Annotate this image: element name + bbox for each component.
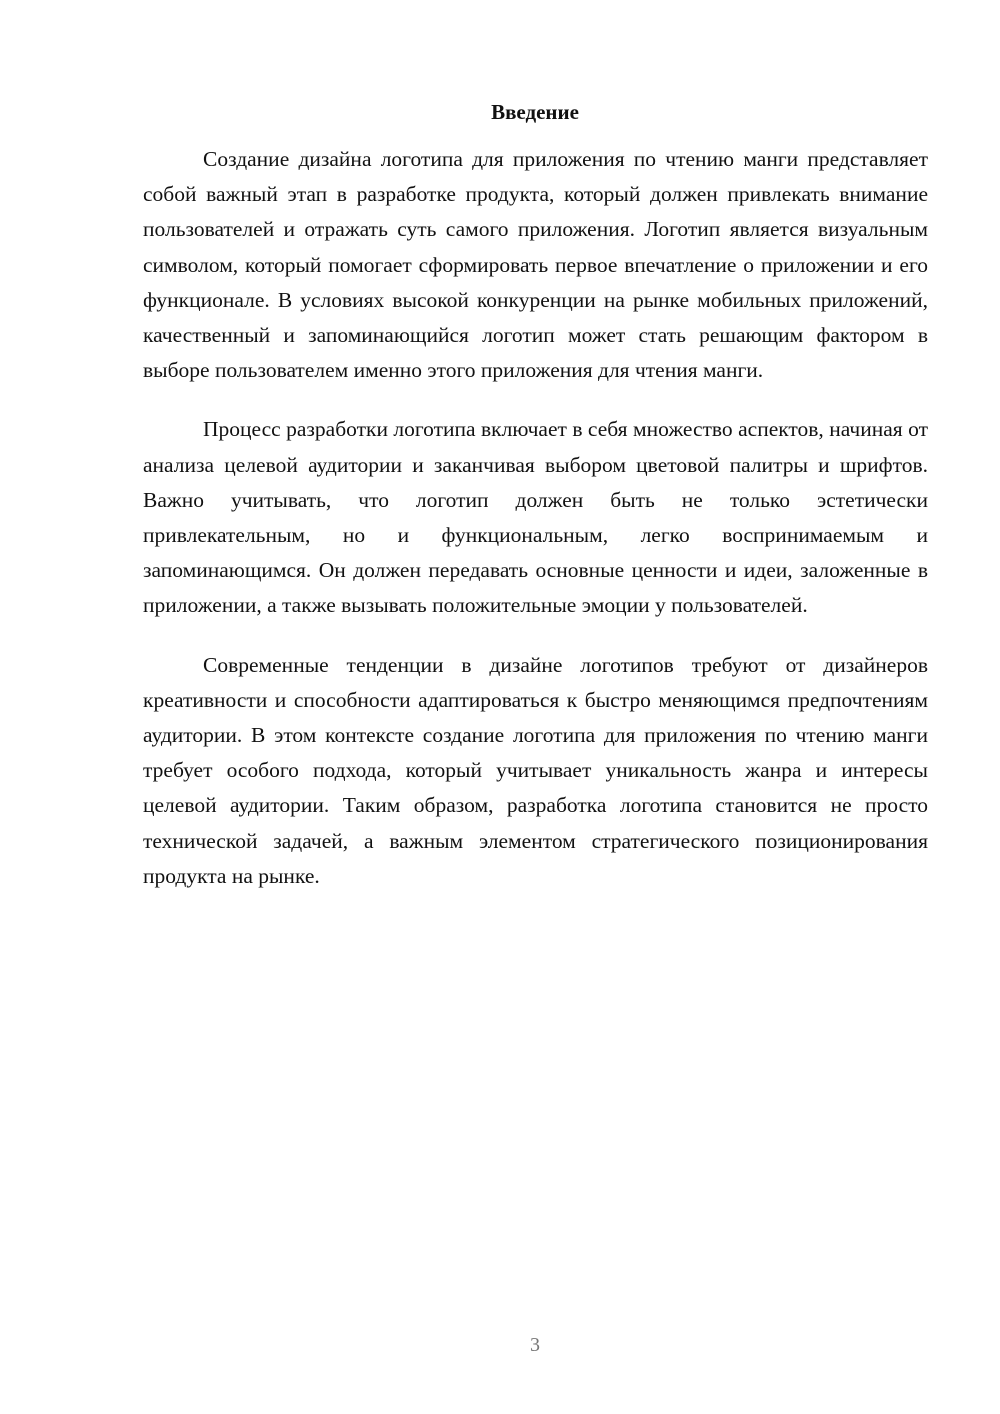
section-heading: Введение (491, 100, 579, 124)
page-number: 3 (530, 1334, 540, 1356)
paragraph-1: Создание дизайна логотипа для приложения по чтению манги представляет собой важный этап в разработке продукта, который должен привлекать внимание пользователей и отражать суть самого приложения. Логотип является визуальным символом, который помогает сформировать первое впечатление о приложении и его функционале. В условиях высокой конкуренции на рынке мобильных приложений, качественный и запоминающийся логотип может стать решающим фактором в выборе пользователем именно этого приложения для чтения манги. (143, 147, 928, 383)
body-text (143, 142, 928, 918)
paragraph-3: Современные тенденции в дизайне логотипов требуют от дизайнеров креативности и способности адаптироваться к быстро меняющимся предпочтениям аудитории. В этом контексте создание логотипа для приложения по чтению манги требует особого подхода, который учитывает уникальность жанра и интересы целевой аудитории. Таким образом, разработка логотипа становится не просто технической задачей, а важным элементом стратегического позиционирования продукта на рынке. (143, 652, 928, 888)
paragraph-2: Процесс разработки логотипа включает в себя множество аспектов, начиная от анализа целевой аудитории и заканчивая выбором цветовой палитры и шрифтов. Важно учитывать, что логотип должен быть не только эстетически привлекательным, но и функциональным, легко воспринимаемым и запоминающимся. Он должен передавать основные ценности и идеи, заложенные в приложении, а также вызывать положительные эмоции у пользователей. (143, 417, 928, 618)
